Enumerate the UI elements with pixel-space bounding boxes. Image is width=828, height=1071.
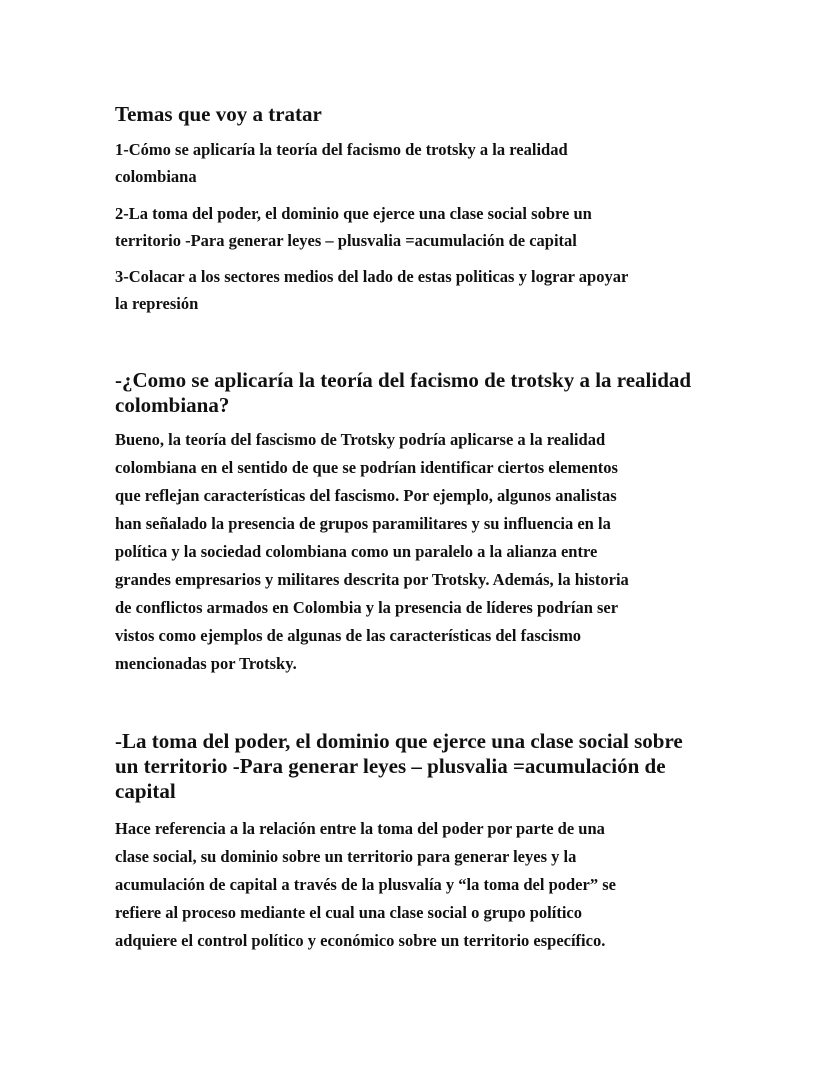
section-2-heading-line-1: -La toma del poder, el dominio que ejerce una clase social sobre	[115, 729, 683, 753]
section-1-body	[115, 426, 715, 678]
topic-item-2	[115, 200, 715, 254]
topic-3-line-1: 3-Colacar a los sectores medios del lado de estas politicas y lograr apoyar	[115, 267, 629, 286]
section-2-heading-line-2: un territorio -Para generar leyes – plusvalia =acumulación de	[115, 754, 666, 778]
section-2-body-line: acumulación de capital a través de la plusvalía y “la toma del poder” se	[115, 875, 616, 894]
topic-item-1	[115, 136, 715, 190]
section-1-body-line: de conflictos armados en Colombia y la presencia de líderes podrían ser	[115, 598, 619, 617]
section-1-body-line: vistos como ejemplos de algunas de las características del fascismo	[115, 626, 582, 645]
section-2-heading-line-3: capital	[115, 779, 176, 803]
section-1-body-line: han señalado la presencia de grupos paramilitares y su influencia en la	[115, 514, 611, 533]
section-2-body-line: refiere al proceso mediante el cual una clase social o grupo político	[115, 903, 582, 922]
section-1-heading-line-1: -¿Como se aplicaría la teoría del facismo de trotsky a la realidad	[115, 368, 692, 392]
section-2-body-line: adquiere el control político y económico sobre un territorio específico.	[115, 931, 606, 950]
topic-3-line-2: la represión	[115, 294, 199, 313]
section-1-body-line: política y la sociedad colombiana como un paralelo a la alianza entre	[115, 542, 598, 561]
section-2-body	[115, 815, 715, 955]
section-1-body-line: mencionadas por Trotsky.	[115, 654, 297, 673]
topic-2-line-1: 2-La toma del poder, el dominio que ejerce una clase social sobre un	[115, 204, 592, 223]
section-2-body-line: clase social, su dominio sobre un territorio para generar leyes y la	[115, 847, 577, 866]
topic-2-line-2: territorio -Para generar leyes – plusvalia =acumulación de capital	[115, 231, 577, 250]
section-1-body-line: grandes empresarios y militares descrita por Trotsky. Además, la historia	[115, 570, 629, 589]
section-1-body-line: Bueno, la teoría del fascismo de Trotsky podría aplicarse a la realidad	[115, 430, 606, 449]
section-1-body-line: colombiana en el sentido de que se podrían identificar ciertos elementos	[115, 458, 618, 477]
topics-heading: Temas que voy a tratar	[115, 102, 322, 126]
section-1-heading	[115, 368, 725, 418]
section-2-heading	[115, 729, 725, 804]
topic-1-line-1: 1-Cómo se aplicaría la teoría del facismo de trotsky a la realidad	[115, 140, 568, 159]
section-1-heading-line-2: colombiana?	[115, 393, 230, 417]
section-1-body-line: que reflejan características del fascismo. Por ejemplo, algunos analistas	[115, 486, 617, 505]
section-2-body-line: Hace referencia a la relación entre la toma del poder por parte de una	[115, 819, 605, 838]
topic-1-line-2: colombiana	[115, 167, 197, 186]
topic-item-3	[115, 263, 715, 317]
